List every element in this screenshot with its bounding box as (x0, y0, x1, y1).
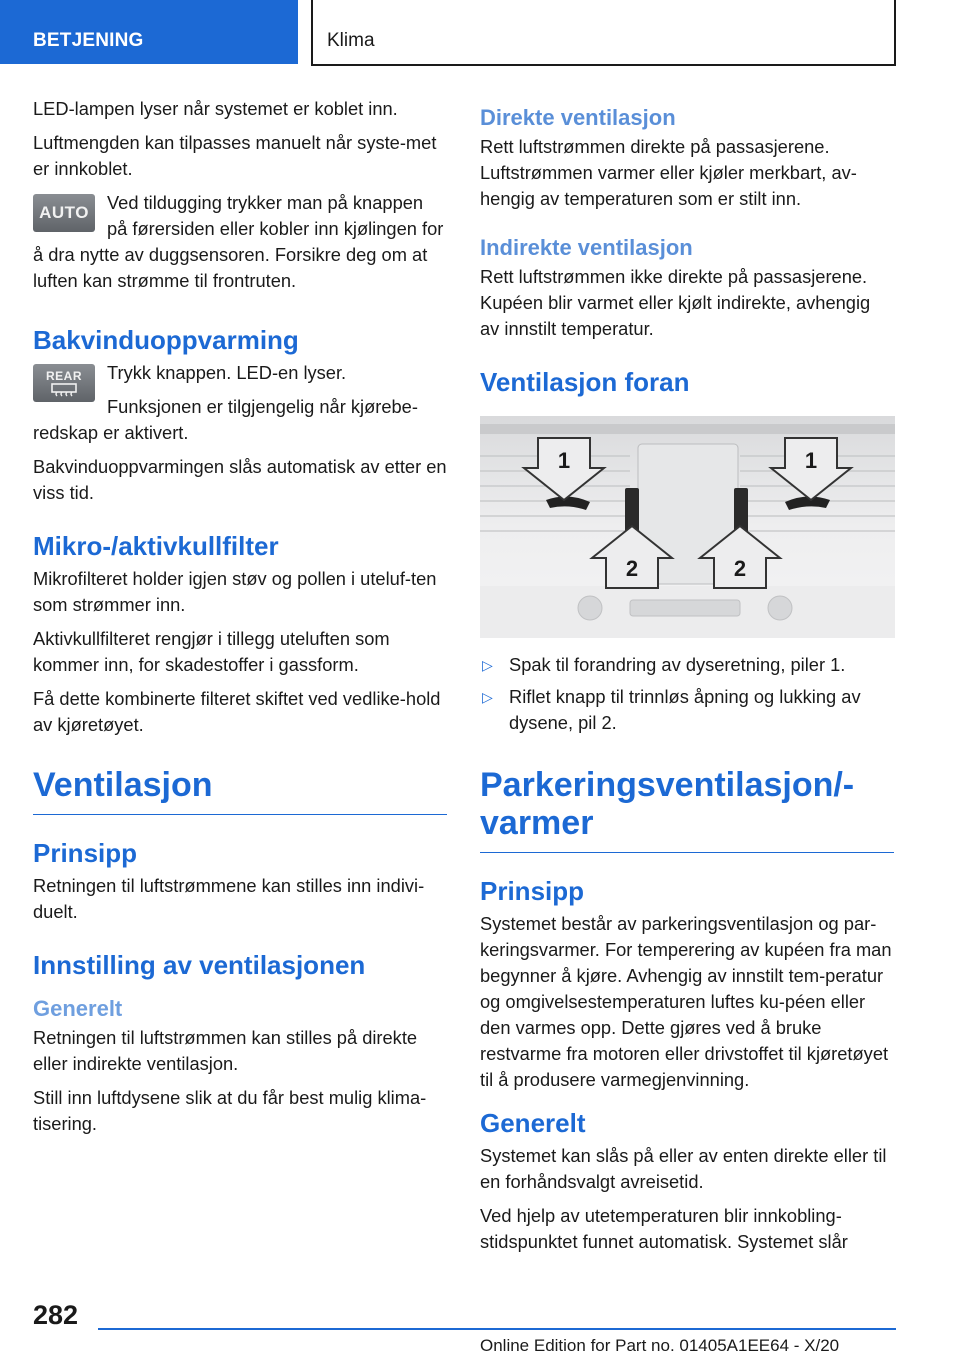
footer-divider (98, 1328, 896, 1330)
paragraph: Rett luftstrømmen direkte på passasjerene. Luftstrømmen varmer eller kjøler merkbart, av-hengig av temperaturen som er stilt inn. (480, 136, 857, 209)
chapter-tab (311, 0, 896, 66)
rear-button-row (33, 360, 447, 454)
figure-label: 1 (557, 448, 571, 473)
heading-direct-ventilation: Direkte ventilasjon (480, 105, 676, 130)
auto-button-icon: AUTO (33, 194, 95, 232)
bullet-list (480, 652, 894, 736)
figure-label: 2 (733, 556, 747, 581)
figure-label: 2 (625, 556, 639, 581)
auto-button-row (33, 190, 447, 302)
rear-defrost-button-icon: REAR (33, 364, 95, 402)
paragraph: Rett luftstrømmen ikke direkte på passasjerene. Kupéen blir varmet eller kjølt indirekte, avhengig av innstilt temperatur. (480, 266, 871, 339)
front-vents-illustration (480, 416, 895, 638)
heading-general: Generelt (33, 996, 123, 1021)
footer-edition: Online Edition for Part no. 01405A1EE64 - X/20 (480, 1336, 840, 1355)
list-item: ▷ Spak til forandring av dyseretning, piler 1. (480, 652, 894, 678)
list-item: ▷ Riflet knapp til trinnløs åpning og lukking av dysene, pil 2. (482, 686, 861, 733)
section-tab (0, 0, 298, 64)
heading-general: Generelt (480, 1108, 586, 1138)
paragraph: Mikrofilteret holder igjen støv og pollen i uteluf-ten som strømmer inn. (33, 568, 437, 615)
section-title: BETJENING (33, 30, 144, 51)
left-column (33, 96, 447, 1145)
heading-indirect-ventilation: Indirekte ventilasjon (480, 235, 693, 260)
paragraph: Få dette kombinerte filteret skiftet ved vedlike-hold av kjøretøyet. (33, 688, 441, 735)
paragraph: Systemet kan slås på eller av enten direkte eller til en forhåndsvalgt avreisetid. (480, 1145, 887, 1192)
heading-principle: Prinsipp (33, 838, 138, 868)
paragraph: Luftmengden kan tilpasses manuelt når syste-met er innkoblet. (33, 132, 437, 179)
paragraph: Bakvinduoppvarmingen slås automatisk av etter en viss tid. (33, 456, 447, 503)
paragraph: Ved tildugging trykker man på knappen på førersiden eller kobler inn kjølingen for å dra nytte av duggsensoren. Forsikre deg om at luften kan strømme til frontruten. (33, 192, 444, 291)
paragraph: Funksjonen er tilgjengelig når kjørebe-redskap er aktivert. (33, 396, 418, 443)
paragraph: Still inn luftdysene slik at du får best mulig klima-tisering. (33, 1087, 427, 1134)
paragraph: Ved hjelp av utetemperaturen blir innkobling-stidspunktet funnet automatisk. Systemet slår (480, 1205, 848, 1252)
paragraph: Systemet består av parkeringsventilasjon og par-keringsvarmer. For temperering av kupéen fra man begynner å kjøre. Avhengig av innstilt tem-peratur og omgivelsestemperaturen luftes ku-péen eller den varmes opp. Dette gjøres ved å bruke restvarme fra motoren eller drivstoffet til kjøretøyet til å produsere varmegjenvinning. (480, 913, 892, 1090)
paragraph: Retningen til luftstrømmene kan stilles inn indivi-duelt. (33, 875, 425, 922)
triangle-bullet-icon: ▷ (482, 657, 493, 673)
paragraph: Aktivkullfilteret rengjør i tillegg uteluften som kommer inn, for skadestoffer i gassform. (33, 628, 390, 675)
paragraph: Retningen til luftstrømmen kan stilles på direkte eller indirekte ventilasjon. (33, 1027, 418, 1074)
heading-ventilation: Ventilasjon (33, 766, 447, 815)
chapter-title: Klima (327, 30, 375, 51)
page-number: 282 (33, 1300, 79, 1330)
paragraph: Trykk knappen. LED-en lyser. (107, 362, 347, 383)
paragraph: LED-lampen lyser når systemet er koblet inn. (33, 98, 398, 119)
heading-ventilation-setting: Innstilling av ventilasjonen (33, 950, 366, 980)
triangle-bullet-icon: ▷ (482, 689, 493, 705)
figure-label: 1 (804, 448, 818, 473)
heading-rear-window-heating: Bakvinduoppvarming (33, 325, 299, 355)
heading-micro-filter: Mikro-/aktivkullfilter (33, 531, 279, 561)
right-column (480, 96, 894, 1263)
heading-parking-ventilation: Parkeringsventilasjon/-varmer (480, 766, 894, 853)
heading-front-ventilation: Ventilasjon foran (480, 367, 690, 397)
heading-principle: Prinsipp (480, 876, 585, 906)
